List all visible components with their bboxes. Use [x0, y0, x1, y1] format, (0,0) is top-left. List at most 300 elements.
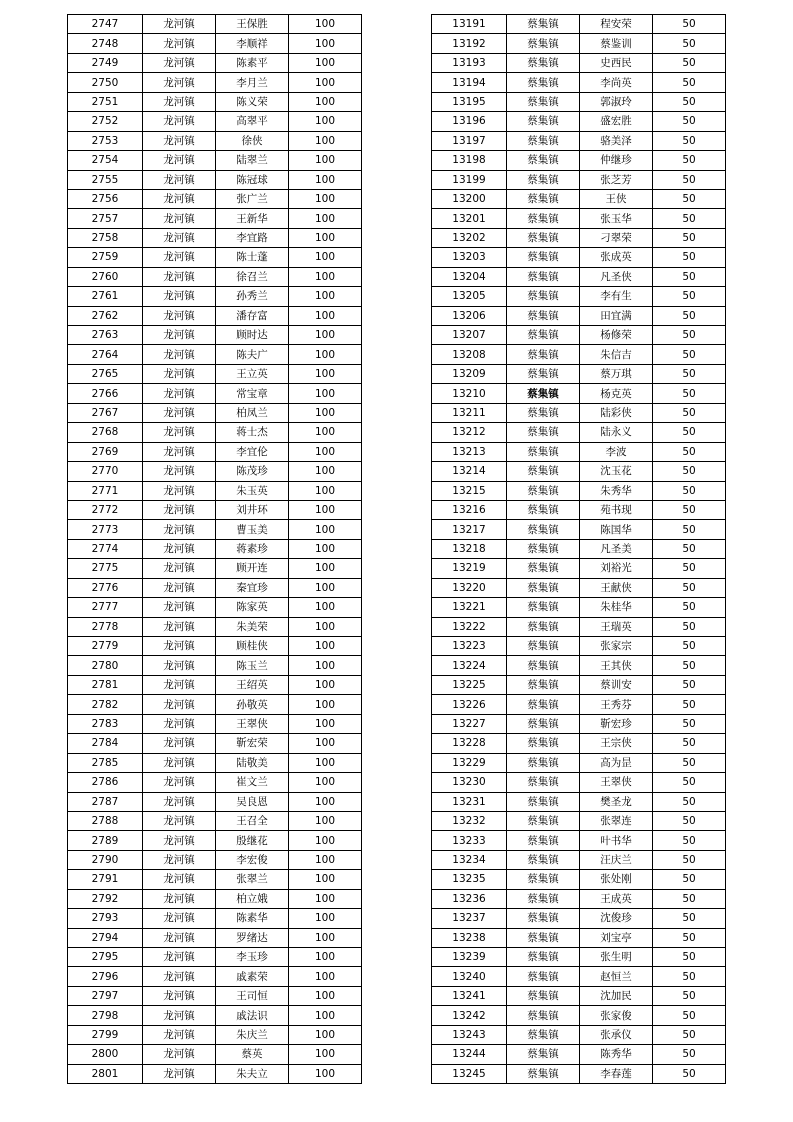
- table-row: [68, 695, 362, 714]
- town-cell: 龙河镇: [143, 481, 216, 500]
- town-cell: 龙河镇: [143, 326, 216, 345]
- table-row: [432, 792, 726, 811]
- amount-cell: 100: [289, 131, 362, 150]
- amount-cell: 100: [289, 306, 362, 325]
- table-row: [68, 462, 362, 481]
- amount-cell: 100: [289, 189, 362, 208]
- serial-number-cell: 2758: [68, 228, 143, 247]
- town-cell: 龙河镇: [143, 909, 216, 928]
- serial-number-cell: 2776: [68, 578, 143, 597]
- name-cell: 王召全: [216, 811, 289, 830]
- town-cell: 蔡集镇: [507, 170, 580, 189]
- town-cell: 蔡集镇: [507, 1045, 580, 1064]
- amount-cell: 100: [289, 73, 362, 92]
- serial-number-cell: 2787: [68, 792, 143, 811]
- table-row: [68, 792, 362, 811]
- table-row: [432, 909, 726, 928]
- table-row: [432, 578, 726, 597]
- amount-cell: 100: [289, 792, 362, 811]
- serial-number-cell: 2797: [68, 986, 143, 1005]
- name-cell: 陈士蓬: [216, 248, 289, 267]
- table-row: [432, 403, 726, 422]
- serial-number-cell: 2801: [68, 1064, 143, 1083]
- serial-number-cell: 13203: [432, 248, 507, 267]
- amount-cell: 100: [289, 151, 362, 170]
- name-cell: 徐召兰: [216, 267, 289, 286]
- table-row: [432, 637, 726, 656]
- amount-cell: 100: [289, 92, 362, 111]
- table-row: [432, 675, 726, 694]
- name-cell: 蔡英: [216, 1045, 289, 1064]
- amount-cell: 50: [653, 714, 726, 733]
- amount-cell: 50: [653, 462, 726, 481]
- table-row: [432, 714, 726, 733]
- town-cell: 蔡集镇: [507, 423, 580, 442]
- name-cell: 朱桂华: [580, 598, 653, 617]
- name-cell: 蔡训安: [580, 675, 653, 694]
- table-row: [68, 773, 362, 792]
- town-cell: 蔡集镇: [507, 53, 580, 72]
- town-cell: 龙河镇: [143, 928, 216, 947]
- amount-cell: 100: [289, 481, 362, 500]
- amount-cell: 50: [653, 170, 726, 189]
- table-row: [432, 967, 726, 986]
- town-cell: 龙河镇: [143, 811, 216, 830]
- name-cell: 陈玉兰: [216, 656, 289, 675]
- amount-cell: 100: [289, 695, 362, 714]
- table-row: [432, 850, 726, 869]
- town-cell: 蔡集镇: [507, 500, 580, 519]
- name-cell: 李宜伦: [216, 442, 289, 461]
- table-row: [432, 248, 726, 267]
- table-row: [432, 423, 726, 442]
- table-row: [68, 15, 362, 34]
- name-cell: 朱美荣: [216, 617, 289, 636]
- name-cell: 张承仪: [580, 1025, 653, 1044]
- table-row: [432, 228, 726, 247]
- table-row: [432, 209, 726, 228]
- town-cell: 蔡集镇: [507, 384, 580, 403]
- town-cell: 龙河镇: [143, 559, 216, 578]
- town-cell: 蔡集镇: [507, 656, 580, 675]
- town-cell: 龙河镇: [143, 675, 216, 694]
- name-cell: 史西民: [580, 53, 653, 72]
- town-cell: 龙河镇: [143, 189, 216, 208]
- amount-cell: 50: [653, 792, 726, 811]
- name-cell: 仲继珍: [580, 151, 653, 170]
- amount-cell: 100: [289, 209, 362, 228]
- serial-number-cell: 2782: [68, 695, 143, 714]
- town-cell: 蔡集镇: [507, 909, 580, 928]
- amount-cell: 100: [289, 1006, 362, 1025]
- serial-number-cell: 13193: [432, 53, 507, 72]
- town-cell: 蔡集镇: [507, 714, 580, 733]
- table-row: [432, 539, 726, 558]
- table-row: [68, 1006, 362, 1025]
- amount-cell: 50: [653, 948, 726, 967]
- amount-cell: 100: [289, 520, 362, 539]
- name-cell: 张生明: [580, 948, 653, 967]
- town-cell: 龙河镇: [143, 151, 216, 170]
- amount-cell: 100: [289, 617, 362, 636]
- serial-number-cell: 13221: [432, 598, 507, 617]
- name-cell: 赵恒兰: [580, 967, 653, 986]
- name-cell: 徐侠: [216, 131, 289, 150]
- amount-cell: 50: [653, 1025, 726, 1044]
- town-cell: 蔡集镇: [507, 928, 580, 947]
- name-cell: 殷继花: [216, 831, 289, 850]
- left-roster-body: [68, 15, 362, 1084]
- town-cell: 龙河镇: [143, 1025, 216, 1044]
- name-cell: 张芝芳: [580, 170, 653, 189]
- name-cell: 王秀芬: [580, 695, 653, 714]
- town-cell: 蔡集镇: [507, 889, 580, 908]
- name-cell: 顾开连: [216, 559, 289, 578]
- table-row: [68, 675, 362, 694]
- name-cell: 顾时达: [216, 326, 289, 345]
- name-cell: 王新华: [216, 209, 289, 228]
- amount-cell: 100: [289, 598, 362, 617]
- name-cell: 蒋素珍: [216, 539, 289, 558]
- name-cell: 陆翠兰: [216, 151, 289, 170]
- amount-cell: 100: [289, 228, 362, 247]
- table-row: [432, 306, 726, 325]
- amount-cell: 50: [653, 578, 726, 597]
- serial-number-cell: 13235: [432, 870, 507, 889]
- serial-number-cell: 13236: [432, 889, 507, 908]
- serial-number-cell: 13204: [432, 267, 507, 286]
- amount-cell: 50: [653, 209, 726, 228]
- table-row: [68, 112, 362, 131]
- name-cell: 王侠: [580, 189, 653, 208]
- amount-cell: 100: [289, 326, 362, 345]
- table-row: [68, 384, 362, 403]
- amount-cell: 100: [289, 384, 362, 403]
- name-cell: 朱信吉: [580, 345, 653, 364]
- serial-number-cell: 2751: [68, 92, 143, 111]
- serial-number-cell: 2752: [68, 112, 143, 131]
- town-cell: 龙河镇: [143, 267, 216, 286]
- serial-number-cell: 2756: [68, 189, 143, 208]
- serial-number-cell: 13195: [432, 92, 507, 111]
- name-cell: 刘裕光: [580, 559, 653, 578]
- name-cell: 张广兰: [216, 189, 289, 208]
- town-cell: 蔡集镇: [507, 34, 580, 53]
- table-row: [432, 656, 726, 675]
- name-cell: 孙敬英: [216, 695, 289, 714]
- serial-number-cell: 2769: [68, 442, 143, 461]
- amount-cell: 50: [653, 481, 726, 500]
- town-cell: 龙河镇: [143, 364, 216, 383]
- town-cell: 蔡集镇: [507, 151, 580, 170]
- amount-cell: 50: [653, 520, 726, 539]
- amount-cell: 100: [289, 850, 362, 869]
- name-cell: 陆敬美: [216, 753, 289, 772]
- table-row: [68, 500, 362, 519]
- amount-cell: 100: [289, 267, 362, 286]
- serial-number-cell: 2784: [68, 734, 143, 753]
- name-cell: 杨克英: [580, 384, 653, 403]
- name-cell: 汪庆兰: [580, 850, 653, 869]
- town-cell: 龙河镇: [143, 287, 216, 306]
- table-row: [432, 364, 726, 383]
- table-row: [432, 442, 726, 461]
- serial-number-cell: 13238: [432, 928, 507, 947]
- amount-cell: 50: [653, 423, 726, 442]
- town-cell: 龙河镇: [143, 637, 216, 656]
- name-cell: 高为昰: [580, 753, 653, 772]
- serial-number-cell: 2778: [68, 617, 143, 636]
- serial-number-cell: 13196: [432, 112, 507, 131]
- town-cell: 蔡集镇: [507, 520, 580, 539]
- serial-number-cell: 2799: [68, 1025, 143, 1044]
- serial-number-cell: 2792: [68, 889, 143, 908]
- name-cell: 陈茂珍: [216, 462, 289, 481]
- town-cell: 龙河镇: [143, 850, 216, 869]
- town-cell: 蔡集镇: [507, 92, 580, 111]
- amount-cell: 50: [653, 500, 726, 519]
- serial-number-cell: 13233: [432, 831, 507, 850]
- name-cell: 李宜路: [216, 228, 289, 247]
- table-row: [68, 228, 362, 247]
- serial-number-cell: 2783: [68, 714, 143, 733]
- name-cell: 蒋士杰: [216, 423, 289, 442]
- name-cell: 柏立娥: [216, 889, 289, 908]
- amount-cell: 100: [289, 753, 362, 772]
- serial-number-cell: 13227: [432, 714, 507, 733]
- serial-number-cell: 13191: [432, 15, 507, 34]
- table-row: [432, 889, 726, 908]
- town-cell: 蔡集镇: [507, 559, 580, 578]
- name-cell: 王献侠: [580, 578, 653, 597]
- amount-cell: 100: [289, 714, 362, 733]
- table-row: [432, 811, 726, 830]
- name-cell: 张家俊: [580, 1006, 653, 1025]
- serial-number-cell: 13222: [432, 617, 507, 636]
- serial-number-cell: 2764: [68, 345, 143, 364]
- name-cell: 王司恒: [216, 986, 289, 1005]
- town-cell: 龙河镇: [143, 15, 216, 34]
- name-cell: 刘宝亭: [580, 928, 653, 947]
- serial-number-cell: 2761: [68, 287, 143, 306]
- name-cell: 陆彩侠: [580, 403, 653, 422]
- amount-cell: 50: [653, 1064, 726, 1083]
- table-row: [432, 500, 726, 519]
- table-row: [432, 1045, 726, 1064]
- name-cell: 王宗侠: [580, 734, 653, 753]
- table-row: [68, 267, 362, 286]
- amount-cell: 100: [289, 1045, 362, 1064]
- amount-cell: 100: [289, 423, 362, 442]
- amount-cell: 50: [653, 384, 726, 403]
- table-row: [68, 520, 362, 539]
- name-cell: 刁翠荣: [580, 228, 653, 247]
- town-cell: 龙河镇: [143, 112, 216, 131]
- town-cell: 龙河镇: [143, 92, 216, 111]
- town-cell: 龙河镇: [143, 773, 216, 792]
- serial-number-cell: 13199: [432, 170, 507, 189]
- table-row: [68, 656, 362, 675]
- serial-number-cell: 2757: [68, 209, 143, 228]
- name-cell: 李尚英: [580, 73, 653, 92]
- town-cell: 龙河镇: [143, 228, 216, 247]
- table-row: [432, 948, 726, 967]
- name-cell: 靳宏荣: [216, 734, 289, 753]
- amount-cell: 50: [653, 364, 726, 383]
- name-cell: 常宝章: [216, 384, 289, 403]
- serial-number-cell: 2754: [68, 151, 143, 170]
- table-row: [68, 423, 362, 442]
- serial-number-cell: 2771: [68, 481, 143, 500]
- serial-number-cell: 2789: [68, 831, 143, 850]
- serial-number-cell: 13201: [432, 209, 507, 228]
- serial-number-cell: 13214: [432, 462, 507, 481]
- town-cell: 龙河镇: [143, 170, 216, 189]
- serial-number-cell: 2748: [68, 34, 143, 53]
- town-cell: 蔡集镇: [507, 617, 580, 636]
- serial-number-cell: 2762: [68, 306, 143, 325]
- amount-cell: 100: [289, 112, 362, 131]
- town-cell: 蔡集镇: [507, 695, 580, 714]
- table-row: [432, 15, 726, 34]
- table-row: [432, 734, 726, 753]
- serial-number-cell: 2753: [68, 131, 143, 150]
- amount-cell: 100: [289, 889, 362, 908]
- serial-number-cell: 2749: [68, 53, 143, 72]
- table-row: [432, 267, 726, 286]
- table-row: [68, 151, 362, 170]
- amount-cell: 50: [653, 850, 726, 869]
- name-cell: 郭淑玲: [580, 92, 653, 111]
- serial-number-cell: 13210: [432, 384, 507, 403]
- table-row: [68, 753, 362, 772]
- name-cell: 苑书现: [580, 500, 653, 519]
- amount-cell: 100: [289, 170, 362, 189]
- town-cell: 蔡集镇: [507, 287, 580, 306]
- table-row: [68, 53, 362, 72]
- serial-number-cell: 2775: [68, 559, 143, 578]
- name-cell: 杨修荣: [580, 326, 653, 345]
- table-row: [68, 811, 362, 830]
- amount-cell: 100: [289, 637, 362, 656]
- table-row: [432, 598, 726, 617]
- table-row: [68, 73, 362, 92]
- town-cell: 龙河镇: [143, 209, 216, 228]
- amount-cell: 50: [653, 889, 726, 908]
- name-cell: 陈夫广: [216, 345, 289, 364]
- amount-cell: 50: [653, 345, 726, 364]
- serial-number-cell: 2794: [68, 928, 143, 947]
- amount-cell: 100: [289, 53, 362, 72]
- table-row: [68, 598, 362, 617]
- amount-cell: 50: [653, 1045, 726, 1064]
- amount-cell: 100: [289, 948, 362, 967]
- name-cell: 陈素华: [216, 909, 289, 928]
- name-cell: 刘井环: [216, 500, 289, 519]
- serial-number-cell: 13212: [432, 423, 507, 442]
- name-cell: 陆永义: [580, 423, 653, 442]
- serial-number-cell: 13220: [432, 578, 507, 597]
- town-cell: 蔡集镇: [507, 831, 580, 850]
- serial-number-cell: 13234: [432, 850, 507, 869]
- name-cell: 李有生: [580, 287, 653, 306]
- name-cell: 程安荣: [580, 15, 653, 34]
- serial-number-cell: 2759: [68, 248, 143, 267]
- name-cell: 戚法识: [216, 1006, 289, 1025]
- table-row: [68, 637, 362, 656]
- serial-number-cell: 2765: [68, 364, 143, 383]
- town-cell: 龙河镇: [143, 948, 216, 967]
- serial-number-cell: 2786: [68, 773, 143, 792]
- table-row: [432, 287, 726, 306]
- name-cell: 王翠侠: [580, 773, 653, 792]
- table-row: [68, 170, 362, 189]
- town-cell: 蔡集镇: [507, 1025, 580, 1044]
- amount-cell: 50: [653, 228, 726, 247]
- amount-cell: 100: [289, 403, 362, 422]
- name-cell: 王成英: [580, 889, 653, 908]
- name-cell: 吴良恩: [216, 792, 289, 811]
- name-cell: 李春莲: [580, 1064, 653, 1083]
- name-cell: 朱庆兰: [216, 1025, 289, 1044]
- name-cell: 凡圣美: [580, 539, 653, 558]
- town-cell: 蔡集镇: [507, 675, 580, 694]
- town-cell: 蔡集镇: [507, 870, 580, 889]
- table-row: [68, 539, 362, 558]
- right-roster-body: [432, 15, 726, 1084]
- town-cell: 龙河镇: [143, 53, 216, 72]
- serial-number-cell: 13197: [432, 131, 507, 150]
- town-cell: 蔡集镇: [507, 462, 580, 481]
- table-row: [68, 364, 362, 383]
- table-row: [432, 326, 726, 345]
- name-cell: 樊圣龙: [580, 792, 653, 811]
- name-cell: 陈国华: [580, 520, 653, 539]
- town-cell: 龙河镇: [143, 442, 216, 461]
- name-cell: 盛宏胜: [580, 112, 653, 131]
- town-cell: 蔡集镇: [507, 306, 580, 325]
- town-cell: 龙河镇: [143, 695, 216, 714]
- name-cell: 罗绪达: [216, 928, 289, 947]
- table-row: [68, 248, 362, 267]
- amount-cell: 50: [653, 112, 726, 131]
- table-row: [68, 948, 362, 967]
- name-cell: 曹玉美: [216, 520, 289, 539]
- amount-cell: 50: [653, 53, 726, 72]
- amount-cell: 100: [289, 559, 362, 578]
- amount-cell: 50: [653, 617, 726, 636]
- town-cell: 龙河镇: [143, 1045, 216, 1064]
- serial-number-cell: 13224: [432, 656, 507, 675]
- amount-cell: 50: [653, 1006, 726, 1025]
- serial-number-cell: 13226: [432, 695, 507, 714]
- town-cell: 蔡集镇: [507, 15, 580, 34]
- town-cell: 蔡集镇: [507, 637, 580, 656]
- table-row: [432, 384, 726, 403]
- table-row: [432, 53, 726, 72]
- amount-cell: 100: [289, 909, 362, 928]
- town-cell: 龙河镇: [143, 598, 216, 617]
- town-cell: 蔡集镇: [507, 850, 580, 869]
- amount-cell: 100: [289, 734, 362, 753]
- town-cell: 龙河镇: [143, 578, 216, 597]
- serial-number-cell: 13209: [432, 364, 507, 383]
- town-cell: 蔡集镇: [507, 792, 580, 811]
- table-row: [68, 92, 362, 111]
- serial-number-cell: 13202: [432, 228, 507, 247]
- town-cell: 蔡集镇: [507, 811, 580, 830]
- table-row: [68, 559, 362, 578]
